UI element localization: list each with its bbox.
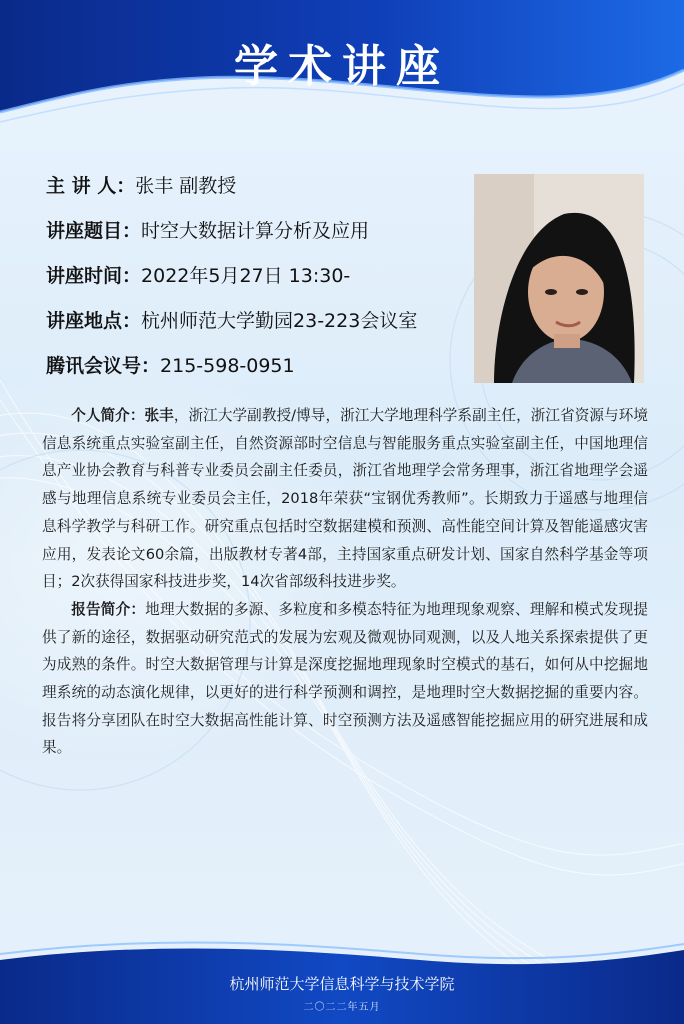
- report-lead: 报告简介：: [71, 600, 146, 618]
- bio-name: 张丰: [144, 407, 174, 424]
- info-value: 张丰 副教授: [135, 175, 237, 197]
- report-text: 地理大数据的多源、多粒度和多模态特征为地理现象观察、理解和模式发现提供了新的途径，数据驱动研究范式的发展为宏观及微观协同观测，以及人地关系探索提供了更为成熟的条件。时空大数据管理与计算是深度挖掘地理现象时空模式的基石，如何从中挖掘地理系统的动态演化规律，以更好的进行科学预测和调控，是地理时空大数据挖掘的重要内容。报告将分享团队在时空大数据高性能计算、时空预测方法及遥感智能挖掘应用的研究进展和成果。: [42, 600, 648, 757]
- info-label: 讲座时间：: [46, 265, 142, 287]
- bio-lead: 个人简介：: [71, 407, 145, 424]
- info-row-location: [46, 306, 417, 351]
- page-title: 学术讲座: [234, 41, 450, 92]
- info-row-meeting-id: [46, 351, 417, 396]
- report-summary: [42, 596, 648, 762]
- info-value: 杭州师范大学勤园23-223会议室: [141, 310, 418, 332]
- footer-date: 二〇二二年五月: [303, 1002, 381, 1013]
- info-row-topic: [46, 216, 417, 261]
- speaker-bio: [42, 402, 648, 596]
- info-value: 时空大数据计算分析及应用: [141, 220, 370, 242]
- info-value: 2022年5月27日 13:30-: [141, 265, 351, 287]
- bio-text: ，浙江大学副教授/博导，浙江大学地理科学系副主任，浙江省资源与环境信息系统重点实验室副主任，自然资源部时空信息与智能服务重点实验室副主任，中国地理信息产业协会教育与科普专业委员会副主任委员，浙江省地理学会常务理事，浙江省地理学会遥感与地理信息系统专业委员会主任，2018年荣获“宝钢优秀教师”。长期致力于遥感与地理信息科学教学与科研工作。研究重点包括时空数据建模和预测、高性能空间计算及智能遥感灾害应用，发表论文60余篇，出版教材专著4部，主持国家重点研发计划、国家自然科学基金等项目；2次获得国家科技进步奖，14次省部级科技进步奖。: [42, 407, 648, 591]
- info-value: 215-598-0951: [160, 355, 295, 377]
- info-label: 讲座地点：: [46, 310, 142, 332]
- lecture-info: [46, 171, 417, 396]
- info-label: 腾讯会议号：: [46, 355, 161, 377]
- speaker-photo: [474, 174, 644, 383]
- info-label: 主 讲 人：: [46, 175, 136, 197]
- info-label: 讲座题目：: [46, 220, 142, 242]
- info-row-speaker: [46, 171, 417, 216]
- info-row-time: [46, 261, 417, 306]
- bio-section: [42, 402, 648, 762]
- organizer-name: 杭州师范大学信息科学与技术学院: [229, 975, 455, 993]
